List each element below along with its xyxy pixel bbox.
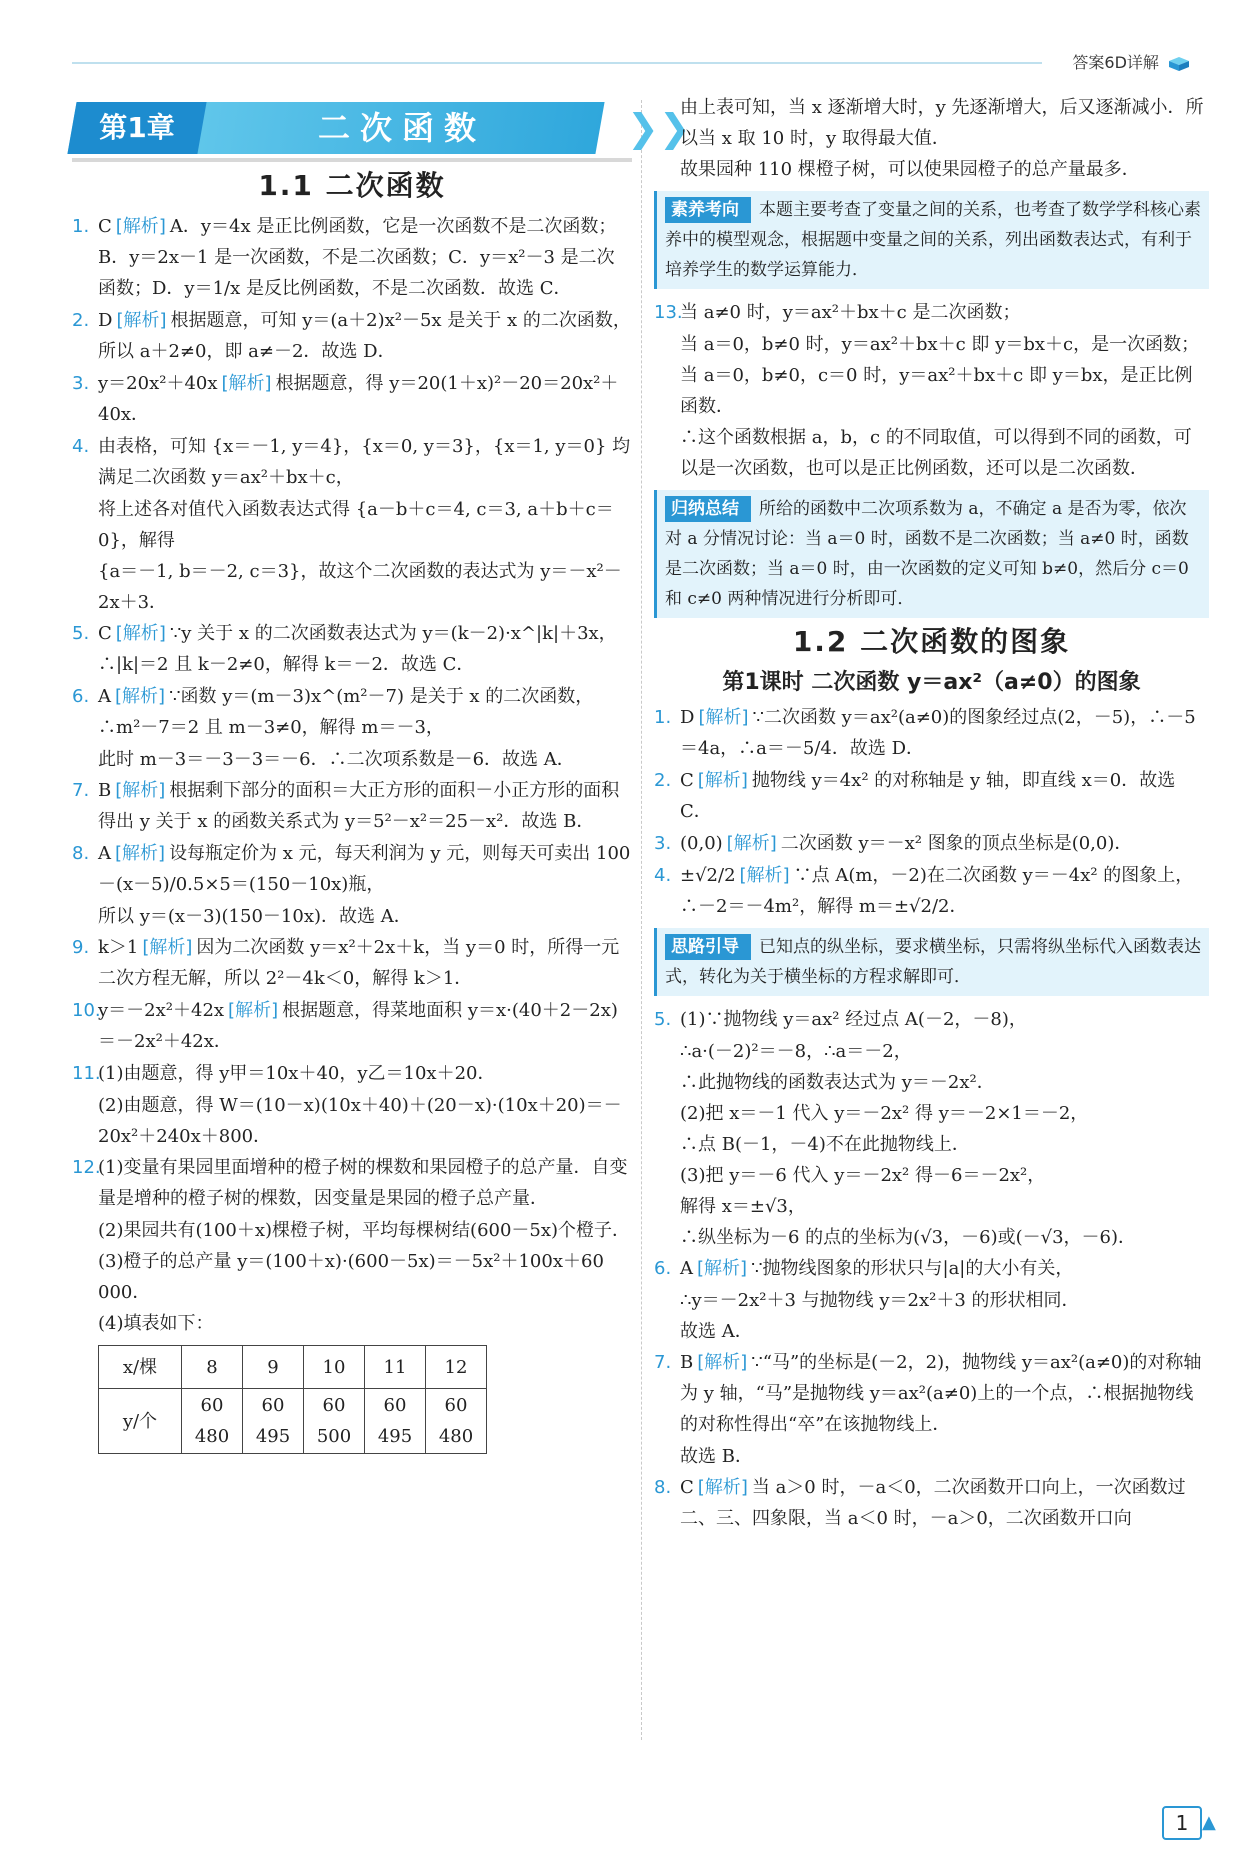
item-text: 因为二次函数 y＝x²＋2x＋k，当 y＝0 时，所得一元二次方程无解，所以 2²－4k＜0，解得 k＞1． (98, 937, 620, 989)
item-answer: D (98, 310, 113, 331)
banner-underline (72, 158, 632, 162)
answer-item (654, 828, 1209, 859)
section-title-1-1: 1.1 二次函数 (258, 169, 446, 202)
item-number: 4. (654, 865, 672, 886)
chapter-label-box (67, 102, 206, 154)
table-cell: 8 (182, 1346, 243, 1389)
item-text: (1)∵抛物线 y＝ax² 经过点 A(－2，－8)， (680, 1009, 1027, 1030)
item-continuation: 所以 y＝(x－3)(150－10x)．故选 A． (98, 906, 412, 927)
item-number: 8. (654, 1477, 672, 1498)
item-continuation: 故选 B． (680, 1446, 753, 1467)
brand-label (1072, 50, 1190, 73)
item-text: 根据题意，可知 y＝(a＋2)x²－5x 是关于 x 的二次函数，所以 a＋2≠0，即 a≠－2．故选 D． (98, 310, 631, 362)
table-header: x/棵 (99, 1346, 182, 1389)
item-continuation: ∴纵坐标为－6 的点的坐标为(√3，－6)或(－√3，－6)． (680, 1227, 1137, 1248)
item-text: (1)由题意，得 y甲＝10x＋40，y乙＝10x＋20． (98, 1063, 496, 1084)
chapter-banner (72, 96, 691, 162)
item-continuation: 此时 m－3＝－3－3＝－6．∴二次项系数是－6．故选 A． (98, 749, 575, 770)
item-text: ∵函数 y＝(m－3)x^(m²－7) 是关于 x 的二次函数，∴m²－7＝2 且 m－3≠0，解得 m＝－3， (98, 686, 594, 738)
item-number: 2. (654, 770, 672, 791)
item-number: 6. (72, 686, 90, 707)
answer-item (654, 297, 1209, 328)
tip-label: 素养考向 (665, 197, 751, 223)
brand-text: 答案6D详解 (1072, 53, 1159, 72)
answer-item (654, 1472, 1209, 1534)
item-text: 根据题意，得 y＝20(1＋x)²－20＝20x²＋40x． (98, 373, 619, 425)
analysis-tag: [ 解析 ] (115, 843, 165, 864)
item-number: 10. (72, 1000, 101, 1021)
answer-item (72, 932, 632, 994)
analysis-tag: [ 解析 ] (115, 686, 165, 707)
tip-label: 归纳总结 (665, 496, 751, 522)
answer-item (72, 681, 632, 743)
yield-table (98, 1345, 487, 1454)
item-continuation: {a＝－1, b＝－2, c＝3}，故这个二次函数的表达式为 y＝－x²－2x＋3． (98, 561, 622, 613)
answer-item (654, 1253, 1209, 1284)
item-answer: C (98, 216, 112, 237)
answer-item (72, 431, 632, 493)
item-text: ∵抛物线图象的形状只与|a|的大小有关， (751, 1258, 1074, 1279)
answer-item (72, 211, 632, 304)
item-text: 根据题意，得菜地面积 y＝x·(40＋2－2x)＝－2x²＋42x． (98, 1000, 618, 1052)
analysis-tag: [ 解析 ] (698, 1477, 748, 1498)
item-continuation: (2)由题意，得 W＝(10－x)(10x＋40)＋(20－x)·(10x＋20)＝－20x²＋240x＋800． (98, 1095, 622, 1147)
item-answer: B (680, 1352, 694, 1373)
item-text: 当 a≠0 时，y＝ax²＋bx＋c 是二次函数； (680, 302, 1021, 323)
table-cell: 9 (243, 1346, 304, 1389)
tip-text: 本题主要考查了变量之间的关系，也考查了数学学科核心素养中的模型观念，根据题中变量之间的关系，列出函数表达式，有利于培养学生的数学运算能力． (665, 200, 1201, 280)
right-column (654, 92, 1209, 1535)
analysis-tag: [ 解析 ] (697, 1352, 747, 1373)
item-text: 根据剩下部分的面积＝大正方形的面积－小正方形的面积得出 y 关于 x 的函数关系式为 y＝5²－x²＝25－x²．故选 B． (98, 780, 620, 832)
item-number: 7. (72, 780, 90, 801)
item-continuation: ∴这个函数根据 a，b，c 的不同取值，可以得到不同的函数，可以是一次函数，也可以是正比例函数，还可以是二次函数． (680, 427, 1192, 479)
table-row (99, 1389, 487, 1454)
item-text: ∵y 关于 x 的二次函数表达式为 y＝(k－2)·x^|k|＋3x，∴|k|＝2 且 k－2≠0，解得 k＝－2．故选 C． (98, 623, 617, 675)
answer-item (72, 838, 632, 900)
table-header: y/个 (99, 1389, 182, 1454)
table-cell: 60 495 (243, 1389, 304, 1454)
item-answer: y＝－2x²＋42x (98, 1000, 225, 1021)
item-continuation: ∴此抛物线的函数表达式为 y＝－2x²． (680, 1072, 995, 1093)
item-answer: k＞1 (98, 937, 139, 958)
chapter-label: 第1章 (99, 111, 175, 144)
table-cell: 60 500 (304, 1389, 365, 1454)
answer-item (654, 1347, 1209, 1440)
paragraph: 故果园种 110 棵橙子树，可以使果园橙子的总产量最多． (680, 159, 1140, 180)
analysis-tag: [ 解析 ] (727, 833, 777, 854)
item-text: ∵点 A(m，－2)在二次函数 y＝－4x² 的图象上，∴－2＝－4m²，解得 m＝±√2/2． (680, 865, 1194, 917)
item-answer: C (680, 1477, 694, 1498)
tip-text: 所给的函数中二次项系数为 a，不确定 a 是否为零，依次对 a 分情况讨论：当 a＝0 时，函数不是二次函数；当 a≠0 时，函数是二次函数；当 a＝0 时，由一次函数的定义可知 b≠0，然后分 c＝0 和 c≠0 两种情况进行分析即可． (665, 499, 1189, 609)
tip-box (654, 490, 1209, 618)
item-number: 4. (72, 436, 90, 457)
item-text: 二次函数 y＝－x² 图象的顶点坐标是(0,0)． (780, 833, 1133, 854)
table-cell: 60 480 (426, 1389, 487, 1454)
answer-item (72, 775, 632, 837)
tip-box (654, 191, 1209, 289)
item-text: 抛物线 y＝4x² 的对称轴是 y 轴，即直线 x＝0．故选 C． (680, 770, 1176, 822)
item-continuation: 故选 A． (680, 1321, 753, 1342)
answer-item (72, 995, 632, 1057)
item-answer: A (98, 843, 111, 864)
lesson-title: 第1课时 二次函数 y＝ax²（a≠0）的图象 (722, 670, 1141, 695)
table-cell: 60 480 (182, 1389, 243, 1454)
item-continuation: (3)把 y＝－6 代入 y＝－2x² 得－6＝－2x²， (680, 1165, 1046, 1186)
item-answer: A (680, 1258, 693, 1279)
analysis-tag: [ 解析 ] (116, 623, 166, 644)
item-number: 3. (654, 833, 672, 854)
analysis-tag: [ 解析 ] (115, 780, 165, 801)
item-continuation: 解得 x＝±√3， (680, 1196, 806, 1217)
item-text: 由表格，可知 {x＝－1, y＝4}，{x＝0, y＝3}，{x＝1, y＝0} 均满足二次函数 y＝ax²＋bx＋c， (98, 436, 631, 488)
tip-box (654, 928, 1209, 996)
item-text: (1)变量有果园里面增种的橙子树的棵数和果园橙子的总产量．自变量是增种的橙子树的棵数，因变量是果园的橙子总产量． (98, 1157, 628, 1209)
item-continuation: 将上述各对值代入函数表达式得 {a－b＋c＝4, c＝3, a＋b＋c＝0}，解得 (98, 499, 614, 551)
item-number: 12. (72, 1157, 101, 1178)
item-number: 5. (654, 1009, 672, 1030)
item-number: 3. (72, 373, 90, 394)
item-number: 1. (72, 216, 90, 237)
tip-label: 思路引导 (665, 934, 751, 960)
answer-item (654, 765, 1209, 827)
page-number: 1 (1162, 1806, 1202, 1840)
answer-item (654, 1004, 1209, 1035)
column-divider (641, 100, 642, 1740)
answer-item (72, 368, 632, 430)
item-answer: D (680, 707, 695, 728)
tip-text: 已知点的纵坐标，要求横坐标，只需将纵坐标代入函数表达式，转化为关于横坐标的方程求解即可． (665, 937, 1201, 987)
item-continuation: ∴y＝－2x²＋3 与抛物线 y＝2x²＋3 的形状相同． (680, 1290, 1080, 1311)
item-answer: ±√2/2 (680, 865, 736, 886)
analysis-tag: [ 解析 ] (142, 937, 192, 958)
analysis-tag: [ 解析 ] (116, 216, 166, 237)
item-text: ∵二次函数 y＝ax²(a≠0)的图象经过点(2，－5)，∴－5＝4a，∴a＝－5/4．故选 D． (680, 707, 1196, 759)
item-number: 1. (654, 707, 672, 728)
item-number: 11. (72, 1063, 101, 1084)
chapter-title: 二次函数 (317, 109, 486, 147)
table-row (99, 1346, 487, 1389)
item-number: 13. (654, 302, 683, 323)
item-answer: B (98, 780, 112, 801)
answer-item (654, 702, 1209, 764)
table-cell: 60 495 (365, 1389, 426, 1454)
answer-item (72, 1152, 632, 1214)
item-continuation: 当 a＝0，b≠0 时，y＝ax²＋bx＋c 即 y＝bx＋c，是一次函数； (680, 334, 1200, 355)
table-cell: 10 (304, 1346, 365, 1389)
item-answer: A (98, 686, 111, 707)
banner-arrows-icon: ❯❯ (627, 106, 691, 150)
analysis-tag: [ 解析 ] (116, 310, 166, 331)
cube-logo-icon (1168, 56, 1190, 72)
answer-item (72, 1058, 632, 1089)
section-title-1-2: 1.2 二次函数的图象 (792, 625, 1071, 658)
item-number: 6. (654, 1258, 672, 1279)
analysis-tag: [ 解析 ] (740, 865, 790, 886)
item-continuation: (2)把 x＝－1 代入 y＝－2x² 得 y＝－2×1＝－2， (680, 1103, 1089, 1124)
analysis-tag: [ 解析 ] (698, 770, 748, 791)
item-text: A．y＝4x 是正比例函数，它是一次函数不是二次函数；B．y＝2x－1 是一次函数，不是二次函数；C．y＝x²－3 是二次函数；D．y＝1/x 是反比例函数，不是二次函数．故选 C． (98, 216, 617, 299)
item-continuation: (2)果园共有(100＋x)棵橙子树，平均每棵树结(600－5x)个橙子． (98, 1220, 631, 1241)
item-answer: (0,0) (680, 833, 723, 854)
analysis-tag: [ 解析 ] (228, 1000, 278, 1021)
item-answer: y＝20x²＋40x (98, 373, 218, 394)
item-continuation: 当 a＝0，b≠0，c＝0 时，y＝ax²＋bx＋c 即 y＝bx，是正比例函数． (680, 365, 1193, 417)
item-continuation: (3)橙子的总产量 y＝(100＋x)·(600－5x)＝－5x²＋100x＋60 000． (98, 1251, 604, 1303)
item-text: ∵“马”的坐标是(－2，2)，抛物线 y＝ax²(a≠0)的对称轴为 y 轴，“马”是抛物线 y＝ax²(a≠0)上的一个点，∴根据抛物线的对称性得出“卒”在该抛物线上． (680, 1352, 1202, 1435)
item-text: 当 a＞0 时，－a＜0，二次函数开口向上，一次函数过二、三、四象限，当 a＜0 时，－a＞0，二次函数开口向 (680, 1477, 1186, 1529)
item-number: 9. (72, 937, 90, 958)
page-up-arrow-icon: ▲ (1202, 1812, 1216, 1833)
analysis-tag: [ 解析 ] (222, 373, 272, 394)
analysis-tag: [ 解析 ] (698, 707, 748, 728)
analysis-tag: [ 解析 ] (697, 1258, 747, 1279)
table-cell: 11 (365, 1346, 426, 1389)
item-continuation: (4)填表如下： (98, 1313, 214, 1334)
paragraph: 由上表可知，当 x 逐渐增大时，y 先逐渐增大，后又逐渐减小．所以当 x 取 10 时，y 取得最大值． (680, 97, 1204, 149)
header-rule (72, 62, 1042, 64)
item-answer: C (98, 623, 112, 644)
item-continuation: ∴点 B(－1，－4)不在此抛物线上． (680, 1134, 970, 1155)
item-continuation: ∴a·(－2)²＝－8，∴a＝－2， (680, 1041, 912, 1062)
item-text: 设每瓶定价为 x 元，每天利润为 y 元，则每天可卖出 100－(x－5)/0.5×5＝(150－10x)瓶， (98, 843, 631, 895)
item-number: 5. (72, 623, 90, 644)
item-number: 7. (654, 1352, 672, 1373)
table-cell: 12 (426, 1346, 487, 1389)
answer-item (72, 618, 632, 680)
answer-item (654, 860, 1209, 922)
item-answer: C (680, 770, 694, 791)
answer-item (72, 305, 632, 367)
item-number: 8. (72, 843, 90, 864)
item-number: 2. (72, 310, 90, 331)
